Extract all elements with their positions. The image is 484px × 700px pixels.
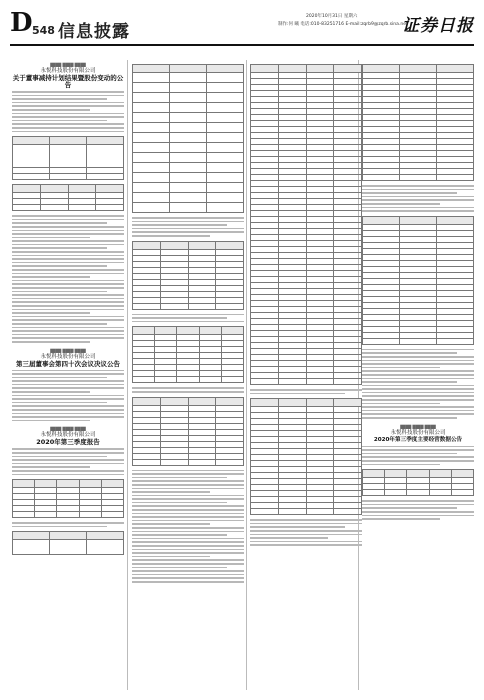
financial-table [12, 479, 124, 518]
article-company: 永悦科技股份有限公司 [40, 68, 96, 74]
article-company: 永悦科技股份有限公司 [40, 353, 96, 360]
income-statement-table [250, 398, 362, 515]
financial-table [132, 241, 244, 310]
article-title: 2020年第三季度报告 [36, 438, 100, 447]
financial-table [132, 326, 244, 383]
article-company: 永悦科技股份有限公司 [40, 432, 96, 439]
financial-table [132, 64, 244, 213]
shareholding-table [12, 136, 124, 180]
operating-data-table [362, 469, 474, 496]
stock-code-line: ████ ████ ████ [50, 63, 86, 67]
section-title: 信息披露 [58, 22, 130, 42]
column-2 [132, 60, 244, 690]
column-3 [250, 60, 362, 690]
article-title: 第三届董事会第四十次会议决议公告 [16, 359, 120, 368]
article-title: 2020年第三季度主要经营数据公告 [373, 436, 463, 443]
balance-sheet-table [250, 64, 362, 385]
newspaper-logo: 证券日报 [402, 16, 474, 36]
financial-table [132, 397, 244, 466]
cash-flow-table [362, 64, 474, 181]
announcement-block: ████ ████ ████ 永悦科技股份有限公司 2020年第三季度报告 [12, 427, 124, 555]
masthead-rule [10, 44, 474, 46]
section-letter: D [10, 8, 33, 38]
editor-line: 制作:何 曦 电话:010-83251716 E-mail:zqrb9@zqrb.sina.net [278, 22, 408, 27]
column-divider [127, 60, 128, 690]
column-divider [246, 60, 247, 690]
announcement-block: ████ ████ ████ 永悦科技股份有限公司 2020年第三季度主要经营数据公告 [362, 425, 474, 520]
article-title: 关于董事减持计划结果暨股份变动的公告 [12, 74, 124, 89]
announcement-block: ████ ████ ████ 永悦科技股份有限公司 第三届董事会第四十次会议决议公告 [12, 349, 124, 422]
issue-date: 2020年10月31日 星期六 [306, 14, 358, 19]
column-1 [12, 60, 124, 690]
page-number: 548 [32, 24, 55, 37]
shareholder-table [12, 531, 124, 555]
article-company: 永悦科技股份有限公司 [390, 429, 446, 436]
cash-flow-table [362, 216, 474, 345]
column-4 [362, 60, 474, 690]
reduction-table [12, 184, 124, 211]
masthead [10, 8, 474, 42]
